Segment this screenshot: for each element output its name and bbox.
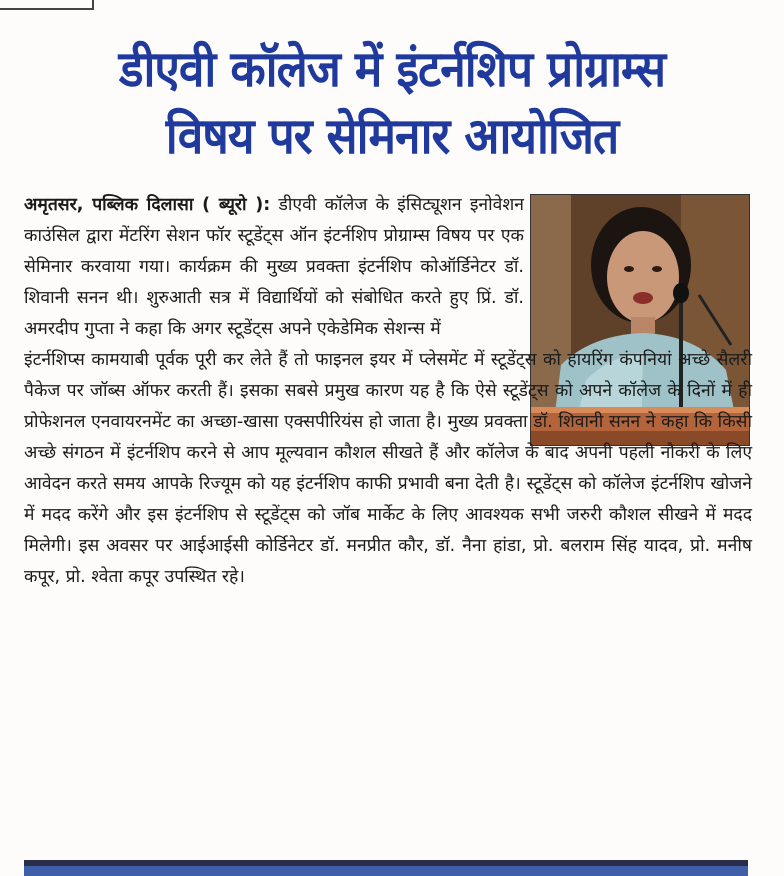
previous-article-border: [0, 0, 94, 10]
headline-line-2: विषय पर सेमिनार आयोजित: [165, 106, 619, 165]
headline-line-1: डीएवी कॉलेज में इंटर्नशिप प्रोग्राम्स: [118, 39, 666, 98]
dateline: अमृतसर, पब्लिक दिलासा ( ब्यूरो ):: [24, 195, 271, 215]
paragraph-1-text: डीएवी कॉलेज के इंसिट्यूशन इनोवेशन काउंसिल द्वारा मेंटरिंग सेशन फॉर स्टूडेंट्स ऑन इंटर्नशिप प्रोग्राम्स विषय पर एक सेमिनार करवाया गया। कार्यक्रम की मुख्य प्रवक्ता इंटर्नशिप कोऑर्डिनेटर डॉ. शिवानी सनन थी। शुरुआती सत्र में विद्यार्थियों को संबोधित करते हुए प्रिं. डॉ. अमरदीप गुप्ता ने कहा कि अगर स्टूडेंट्स अपने एकेडेमिक सेशन्स में: [24, 195, 524, 339]
article-intro-block: [24, 190, 524, 345]
headline: [20, 35, 764, 169]
article-paragraph-2: इंटर्नशिप्स कामयाबी पूर्वक पूरी कर लेते हैं तो फाइनल इयर में प्लेसमेंट में स्टूडेंट्स को हायरिंग कंपनियां अच्छे सैलरी पैकेज पर जॉब्स ऑफर करती हैं। इसका सबसे प्रमुख कारण यह है कि ऐसे स्टूडेंट्स को अपने कॉलेज के दिनों में ही प्रोफेशनल एनवायरनमेंट का अच्छा-खासा एक्सपीरियंस हो जाता है। मुख्य प्रवक्ता डॉ. शिवानी सनन ने कहा कि किसी अच्छे संगठन में इंटर्नशिप करने से आप मूल्यवान कौशल सीखते हैं और कॉलेज के बाद अपनी पहली नौकरी के लिए आवेदन करते समय आपके रिज्यूम को यह इंटर्नशिप काफी प्रभावी बना देती है। स्टूडेंट्स को कॉलेज इंटर्नशिप खोजने में मदद करेंगे और इस इंटर्नशिप से स्टूडेंट्स को जॉब मार्केट के लिए आवश्यक सभी जरुरी कौशल सीखने में मदद मिलेगी। इस अवसर पर आईआईसी कोर्डिनेटर डॉ. मनप्रीत कौर, डॉ. नैना हांडा, प्रो. बलराम सिंह यादव, प्रो. मनीष कपूर, प्रो. श्वेता कपूर उपस्थित रहे।: [24, 350, 752, 587]
article-body: [24, 190, 752, 593]
article-paragraph-1: [24, 190, 524, 345]
bottom-border-bar: [24, 860, 748, 876]
